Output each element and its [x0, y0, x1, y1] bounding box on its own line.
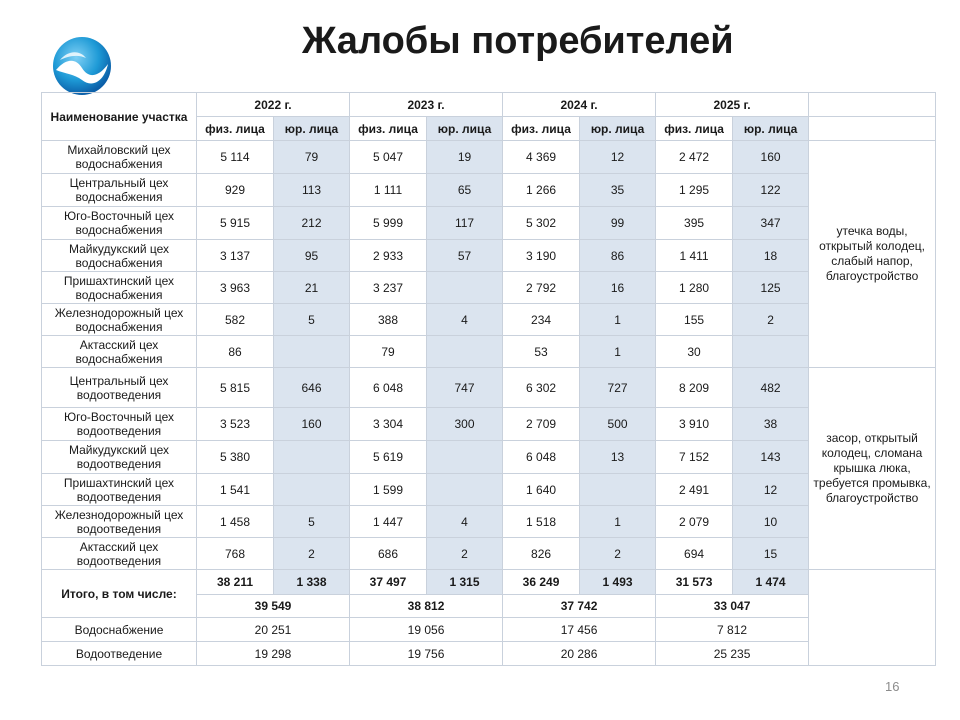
section-name: Юго-Восточный цех водоотведения	[42, 408, 197, 441]
totals-row	[42, 570, 936, 595]
totals-split-cell: 38 211	[197, 570, 274, 595]
totals-label: Итого, в том числе:	[42, 570, 197, 618]
totals-split-cell: 1 493	[580, 570, 656, 595]
phys-value-cell: 6 302	[503, 368, 580, 408]
jur-value-cell	[427, 336, 503, 368]
jur-value-cell: 15	[733, 538, 809, 570]
phys-value-cell: 3 963	[197, 272, 274, 304]
jur-value-cell: 347	[733, 207, 809, 240]
phys-value-cell: 8 209	[656, 368, 733, 408]
table-row	[42, 304, 936, 336]
jur-value-cell	[274, 336, 350, 368]
phys-value-cell: 79	[350, 336, 427, 368]
phys-value-cell: 1 411	[656, 240, 733, 272]
jur-value-cell: 117	[427, 207, 503, 240]
page-number: 16	[885, 679, 900, 694]
jur-value-cell: 300	[427, 408, 503, 441]
jur-value-cell: 646	[274, 368, 350, 408]
phys-value-cell: 5 047	[350, 141, 427, 174]
header-jur: юр. лица	[733, 117, 809, 141]
table-row	[42, 538, 936, 570]
phys-value-cell: 5 114	[197, 141, 274, 174]
header-empty-cell	[809, 93, 936, 117]
jur-value-cell: 160	[733, 141, 809, 174]
section-name: Пришахтинский цех водоснабжения	[42, 272, 197, 304]
header-jur: юр. лица	[580, 117, 656, 141]
jur-value-cell: 2	[427, 538, 503, 570]
totals-split-cell: 31 573	[656, 570, 733, 595]
phys-value-cell: 5 302	[503, 207, 580, 240]
by-type-value-cell: 19 756	[350, 642, 503, 666]
phys-value-cell: 1 458	[197, 506, 274, 538]
header-name-column: Наименование участка	[42, 93, 197, 141]
jur-value-cell: 79	[274, 141, 350, 174]
header-year: 2025 г.	[656, 93, 809, 117]
section-name: Железнодорожный цех водоотведения	[42, 506, 197, 538]
jur-value-cell: 38	[733, 408, 809, 441]
jur-value-cell: 5	[274, 304, 350, 336]
table-row	[42, 506, 936, 538]
jur-value-cell: 4	[427, 304, 503, 336]
jur-value-cell: 13	[580, 441, 656, 474]
phys-value-cell: 86	[197, 336, 274, 368]
phys-value-cell: 1 280	[656, 272, 733, 304]
phys-value-cell: 234	[503, 304, 580, 336]
by-type-value-cell: 20 251	[197, 618, 350, 642]
jur-value-cell: 5	[274, 506, 350, 538]
header-phys: физ. лица	[656, 117, 733, 141]
jur-value-cell: 65	[427, 174, 503, 207]
jur-value-cell: 1	[580, 506, 656, 538]
totals-sum-cell: 33 047	[656, 595, 809, 618]
jur-value-cell: 10	[733, 506, 809, 538]
jur-value-cell: 143	[733, 441, 809, 474]
phys-value-cell: 2 792	[503, 272, 580, 304]
table-row	[42, 368, 936, 408]
by-type-value-cell: 7 812	[656, 618, 809, 642]
phys-value-cell: 4 369	[503, 141, 580, 174]
phys-value-cell: 1 266	[503, 174, 580, 207]
phys-value-cell: 1 447	[350, 506, 427, 538]
phys-value-cell: 2 079	[656, 506, 733, 538]
table-row	[42, 474, 936, 506]
phys-value-cell: 3 304	[350, 408, 427, 441]
totals-split-cell: 37 497	[350, 570, 427, 595]
company-logo-icon	[52, 36, 112, 96]
jur-value-cell: 2	[580, 538, 656, 570]
table-row	[42, 441, 936, 474]
phys-value-cell: 5 999	[350, 207, 427, 240]
jur-value-cell: 482	[733, 368, 809, 408]
jur-value-cell: 86	[580, 240, 656, 272]
section-name: Пришахтинский цех водоотведения	[42, 474, 197, 506]
jur-value-cell: 160	[274, 408, 350, 441]
jur-value-cell: 99	[580, 207, 656, 240]
table-row	[42, 408, 936, 441]
phys-value-cell: 155	[656, 304, 733, 336]
section-name: Майкудукский цех водоснабжения	[42, 240, 197, 272]
section-name: Юго-Восточный цех водоснабжения	[42, 207, 197, 240]
phys-value-cell: 582	[197, 304, 274, 336]
phys-value-cell: 3 137	[197, 240, 274, 272]
phys-value-cell: 1 640	[503, 474, 580, 506]
jur-value-cell: 35	[580, 174, 656, 207]
jur-value-cell: 12	[733, 474, 809, 506]
jur-value-cell: 212	[274, 207, 350, 240]
phys-value-cell: 1 111	[350, 174, 427, 207]
jur-value-cell	[427, 474, 503, 506]
by-type-value-cell: 25 235	[656, 642, 809, 666]
jur-value-cell	[580, 474, 656, 506]
jur-value-cell	[274, 474, 350, 506]
complaints-table	[41, 92, 936, 666]
table-row	[42, 336, 936, 368]
table-row	[42, 141, 936, 174]
by-type-value-cell: 19 056	[350, 618, 503, 642]
phys-value-cell: 826	[503, 538, 580, 570]
phys-value-cell: 929	[197, 174, 274, 207]
jur-value-cell: 113	[274, 174, 350, 207]
phys-value-cell: 3 237	[350, 272, 427, 304]
by-type-label: Водоснабжение	[42, 618, 197, 642]
jur-value-cell	[733, 336, 809, 368]
phys-value-cell: 388	[350, 304, 427, 336]
phys-value-cell: 694	[656, 538, 733, 570]
phys-value-cell: 5 815	[197, 368, 274, 408]
phys-value-cell: 2 472	[656, 141, 733, 174]
complaint-reasons-note: утечка воды, открытый колодец, слабый напор, благоустройство	[809, 141, 936, 368]
phys-value-cell: 1 541	[197, 474, 274, 506]
phys-value-cell: 6 048	[350, 368, 427, 408]
phys-value-cell: 7 152	[656, 441, 733, 474]
section-name: Актасский цех водоотведения	[42, 538, 197, 570]
phys-value-cell: 1 295	[656, 174, 733, 207]
phys-value-cell: 3 910	[656, 408, 733, 441]
jur-value-cell: 19	[427, 141, 503, 174]
header-phys: физ. лица	[350, 117, 427, 141]
jur-value-cell: 500	[580, 408, 656, 441]
section-name: Центральный цех водоотведения	[42, 368, 197, 408]
header-year: 2022 г.	[197, 93, 350, 117]
phys-value-cell: 395	[656, 207, 733, 240]
section-name: Железнодорожный цех водоснабжения	[42, 304, 197, 336]
by-type-row	[42, 642, 936, 666]
header-jur: юр. лица	[427, 117, 503, 141]
totals-split-cell: 1 315	[427, 570, 503, 595]
phys-value-cell: 53	[503, 336, 580, 368]
phys-value-cell: 3 190	[503, 240, 580, 272]
totals-sum-cell: 39 549	[197, 595, 350, 618]
jur-value-cell: 125	[733, 272, 809, 304]
totals-split-cell: 1 338	[274, 570, 350, 595]
header-empty-cell	[809, 117, 936, 141]
phys-value-cell: 768	[197, 538, 274, 570]
table-row	[42, 207, 936, 240]
jur-value-cell: 12	[580, 141, 656, 174]
jur-value-cell: 727	[580, 368, 656, 408]
jur-value-cell: 122	[733, 174, 809, 207]
phys-value-cell: 2 709	[503, 408, 580, 441]
section-name: Майкудукский цех водоотведения	[42, 441, 197, 474]
page-title: Жалобы потребителей	[302, 20, 734, 62]
totals-split-cell: 36 249	[503, 570, 580, 595]
section-name: Центральный цех водоснабжения	[42, 174, 197, 207]
jur-value-cell: 95	[274, 240, 350, 272]
phys-value-cell: 1 599	[350, 474, 427, 506]
table-row	[42, 174, 936, 207]
jur-value-cell	[427, 441, 503, 474]
by-type-value-cell: 20 286	[503, 642, 656, 666]
phys-value-cell: 30	[656, 336, 733, 368]
section-name: Актасский цех водоснабжения	[42, 336, 197, 368]
header-year: 2023 г.	[350, 93, 503, 117]
jur-value-cell: 1	[580, 304, 656, 336]
table-row	[42, 272, 936, 304]
header-phys: физ. лица	[503, 117, 580, 141]
phys-value-cell: 5 380	[197, 441, 274, 474]
phys-value-cell: 686	[350, 538, 427, 570]
jur-value-cell: 2	[733, 304, 809, 336]
totals-empty-cell	[809, 570, 936, 666]
header-year: 2024 г.	[503, 93, 656, 117]
section-name: Михайловский цех водоснабжения	[42, 141, 197, 174]
jur-value-cell: 57	[427, 240, 503, 272]
jur-value-cell: 18	[733, 240, 809, 272]
jur-value-cell: 2	[274, 538, 350, 570]
header-phys: физ. лица	[197, 117, 274, 141]
totals-sum-cell: 38 812	[350, 595, 503, 618]
jur-value-cell: 21	[274, 272, 350, 304]
jur-value-cell: 747	[427, 368, 503, 408]
phys-value-cell: 2 933	[350, 240, 427, 272]
phys-value-cell: 3 523	[197, 408, 274, 441]
phys-value-cell: 1 518	[503, 506, 580, 538]
jur-value-cell: 4	[427, 506, 503, 538]
by-type-value-cell: 17 456	[503, 618, 656, 642]
phys-value-cell: 5 619	[350, 441, 427, 474]
by-type-label: Водоотведение	[42, 642, 197, 666]
by-type-value-cell: 19 298	[197, 642, 350, 666]
totals-split-cell: 1 474	[733, 570, 809, 595]
jur-value-cell: 16	[580, 272, 656, 304]
by-type-row	[42, 618, 936, 642]
phys-value-cell: 5 915	[197, 207, 274, 240]
phys-value-cell: 6 048	[503, 441, 580, 474]
table-row	[42, 240, 936, 272]
jur-value-cell: 1	[580, 336, 656, 368]
complaint-reasons-note: засор, открытый колодец, сломана крышка люка, требуется промывка, благоустройство	[809, 368, 936, 570]
header-row-years	[42, 93, 936, 117]
totals-sum-cell: 37 742	[503, 595, 656, 618]
header-jur: юр. лица	[274, 117, 350, 141]
jur-value-cell	[274, 441, 350, 474]
jur-value-cell	[427, 272, 503, 304]
phys-value-cell: 2 491	[656, 474, 733, 506]
